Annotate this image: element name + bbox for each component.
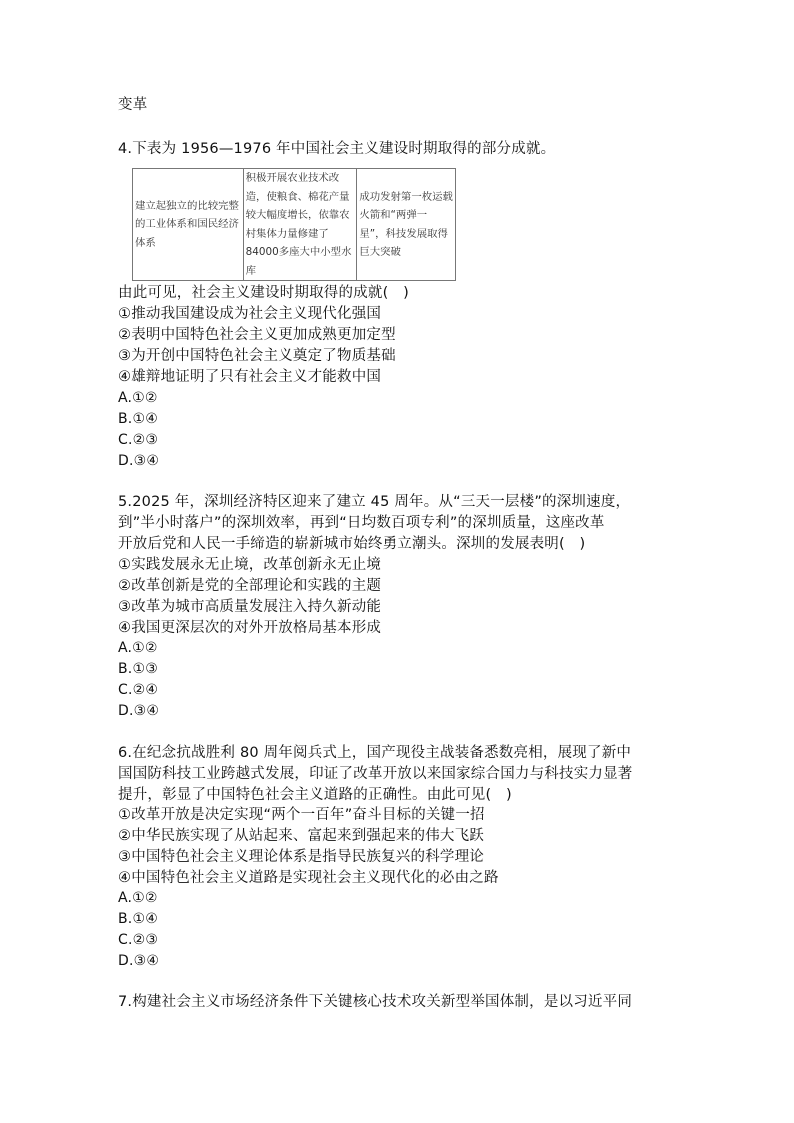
- table-row: [133, 169, 456, 281]
- q4-option-b[interactable]: B.①④: [118, 411, 158, 427]
- achievements-table: [132, 168, 456, 281]
- table-cell-agriculture: 积极开展农业技术改造，使粮食、棉花产量较大幅度增长，依靠农村集体力量修建了84000多座大中小型水库: [243, 169, 357, 281]
- q6-statement-3: ③中国特色社会主义理论体系是指导民族复兴的科学理论: [118, 849, 484, 865]
- q4-stem: 4.下表为 1956—1976 年中国社会主义建设时期取得的部分成就。: [118, 141, 556, 157]
- q6-statement-2: ②中华民族实现了从站起来、富起来到强起来的伟大飞跃: [118, 828, 484, 844]
- q4-statement-3: ③为开创中国特色社会主义奠定了物质基础: [118, 348, 396, 364]
- q5-option-c[interactable]: C.②④: [118, 682, 159, 698]
- q5-statement-4: ④我国更深层次的对外开放格局基本形成: [118, 620, 382, 636]
- q5-stem-line-1: 5.2025 年，深圳经济特区迎来了建立 45 周年。从“三天一层楼”的深圳速度，: [118, 494, 631, 510]
- q4-option-c[interactable]: C.②③: [118, 432, 159, 448]
- q7-stem-line-1: 7.构建社会主义市场经济条件下关键核心技术攻关新型举国体制，是以习近平同: [118, 994, 633, 1010]
- q6-statement-1: ①改革开放是决定实现“两个一百年”奋斗目标的关键一招: [118, 807, 485, 823]
- q5-option-a[interactable]: A.①②: [118, 640, 158, 656]
- q5-stem-line-3: 开放后党和人民一手缔造的崭新城市始终勇立潮头。深圳的发展表明( ): [118, 536, 586, 552]
- q4-statement-2: ②表明中国特色社会主义更加成熟更加定型: [118, 327, 396, 343]
- q4-option-a[interactable]: A.①②: [118, 390, 158, 406]
- q4-statement-1: ①推动我国建设成为社会主义现代化强国: [118, 306, 382, 322]
- q6-statement-4: ④中国特色社会主义道路是实现社会主义现代化的必由之路: [118, 870, 499, 886]
- q6-option-a[interactable]: A.①②: [118, 890, 158, 906]
- intro-fragment: 变革: [118, 97, 148, 113]
- q5-option-b[interactable]: B.①③: [118, 661, 158, 677]
- table-cell-technology: 成功发射第一枚运载火箭和“两弹一星”，科技发展取得巨大突破: [357, 169, 456, 281]
- table-cell-industry: 建立起独立的比较完整的工业体系和国民经济体系: [133, 169, 244, 281]
- q4-option-d[interactable]: D.③④: [118, 453, 160, 469]
- q4-question: 由此可见，社会主义建设时期取得的成就( ): [118, 285, 410, 301]
- q5-statement-3: ③改革为城市高质量发展注入持久新动能: [118, 599, 382, 615]
- q5-statement-1: ①实践发展永无止境，改革创新永无止境: [118, 557, 382, 573]
- q6-option-c[interactable]: C.②③: [118, 932, 159, 948]
- q4-statement-4: ④雄辩地证明了只有社会主义才能救中国: [118, 369, 382, 385]
- q6-stem-line-2: 国国防科技工业跨越式发展，印证了改革开放以来国家综合国力与科技实力显著: [118, 766, 633, 782]
- q6-stem-line-3: 提升，彰显了中国特色社会主义道路的正确性。由此可见( ): [118, 787, 512, 803]
- q6-stem-line-1: 6.在纪念抗战胜利 80 周年阅兵式上，国产现役主战装备悉数亮相，展现了新中: [118, 745, 632, 761]
- q5-statement-2: ②改革创新是党的全部理论和实践的主题: [118, 578, 382, 594]
- q5-stem-line-2: 到”半小时落户”的深圳效率，再到“日均数百项专利”的深圳质量，这座改革: [118, 515, 605, 531]
- q5-option-d[interactable]: D.③④: [118, 703, 160, 719]
- q6-option-d[interactable]: D.③④: [118, 953, 160, 969]
- q6-option-b[interactable]: B.①④: [118, 911, 158, 927]
